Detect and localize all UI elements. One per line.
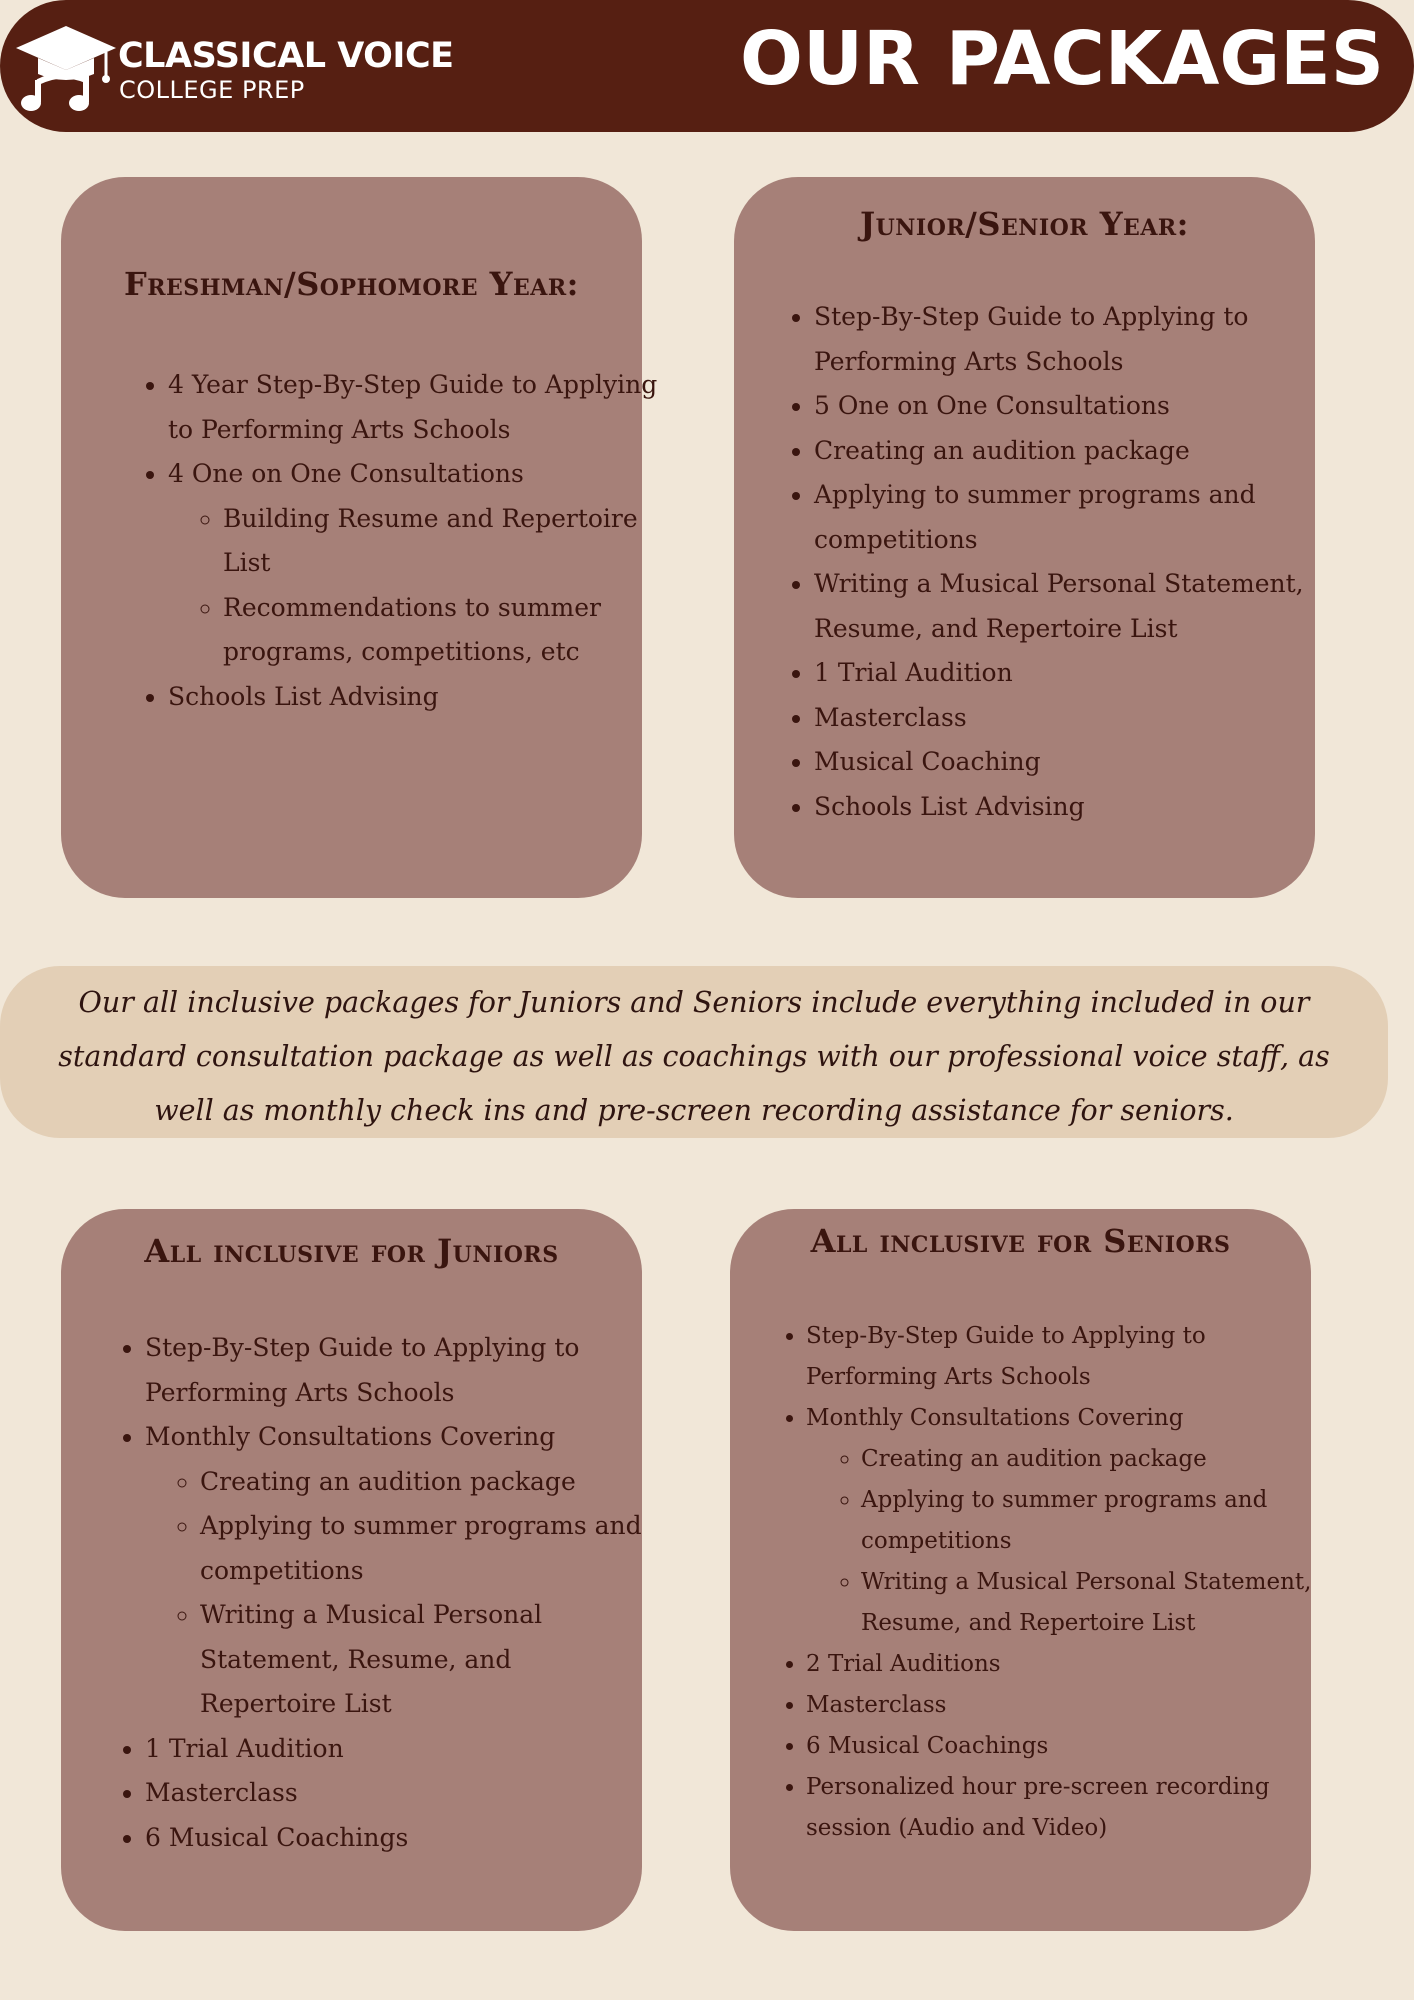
- package-list: [772, 1316, 1316, 1849]
- sub-list-item: ◦ Applying to summer programs and competitions: [200, 1504, 645, 1593]
- list-item: • 2 Trial Auditions: [806, 1644, 1316, 1685]
- list-item-label: Monthly Consultations Covering: [145, 1422, 556, 1451]
- page-title: OUR PACKAGES: [740, 16, 1384, 102]
- list-item: • Schools List Advising: [168, 675, 658, 720]
- list-item: • 1 Trial Audition: [145, 1727, 645, 1772]
- list-item-label: Monthly Consultations Covering: [806, 1405, 1184, 1431]
- list-item: • Creating an audition package: [814, 429, 1319, 474]
- package-title: Junior/Senior Year:: [859, 205, 1189, 243]
- brand-name: CLASSICAL VOICE: [118, 36, 454, 76]
- list-item: • Musical Coaching: [814, 740, 1319, 785]
- sub-list: [806, 1439, 1316, 1644]
- brand-subtitle: COLLEGE PREP: [119, 76, 305, 104]
- sub-list: [145, 1460, 645, 1727]
- list-item-with-subitems: [806, 1398, 1316, 1644]
- package-list: [111, 1326, 645, 1860]
- package-list: [780, 295, 1319, 829]
- package-card-all-inclusive-juniors: [61, 1209, 642, 1931]
- list-item: • Personalized hour pre-screen recording session (Audio and Video): [806, 1767, 1316, 1849]
- package-card-junior-senior: [734, 177, 1315, 898]
- list-item: • Applying to summer programs and competitions: [814, 473, 1319, 562]
- sub-list-item: ◦ Writing a Musical Personal Statement, Resume, and Repertoire List: [200, 1593, 645, 1727]
- page-header: [0, 0, 1414, 132]
- list-item: • Schools List Advising: [814, 785, 1319, 830]
- list-item: • Step-By-Step Guide to Applying to Performing Arts Schools: [806, 1316, 1316, 1398]
- list-item: • Masterclass: [814, 696, 1319, 741]
- package-title: All inclusive for Juniors: [144, 1232, 559, 1270]
- graduation-cap-music-note-icon: [12, 22, 120, 112]
- list-item: • 5 One on One Consultations: [814, 384, 1319, 429]
- list-item-with-subitems: [145, 1415, 645, 1727]
- package-list: [134, 363, 658, 719]
- list-item: • Step-By-Step Guide to Applying to Performing Arts Schools: [145, 1326, 645, 1415]
- list-item-with-subitems: [168, 452, 658, 675]
- sub-list-item: ◦ Applying to summer programs and competitions: [861, 1480, 1316, 1562]
- list-item: • 6 Musical Coachings: [806, 1726, 1316, 1767]
- package-title: All inclusive for Seniors: [810, 1222, 1231, 1260]
- list-item: • Writing a Musical Personal Statement, Resume, and Repertoire List: [814, 562, 1319, 651]
- list-item: • 1 Trial Audition: [814, 651, 1319, 696]
- sub-list-item: ◦ Creating an audition package: [200, 1460, 645, 1505]
- list-item: • 6 Musical Coachings: [145, 1816, 645, 1861]
- sub-list: [168, 497, 658, 675]
- list-item: • Masterclass: [145, 1771, 645, 1816]
- package-card-freshman-sophomore: [61, 177, 658, 898]
- list-item: • Masterclass: [806, 1685, 1316, 1726]
- info-banner: [0, 966, 1388, 1138]
- sub-list-item: ◦ Building Resume and Repertoire List: [223, 497, 658, 586]
- sub-list-item: ◦ Creating an audition package: [861, 1439, 1316, 1480]
- banner-text: Our all inclusive packages for Juniors and Seniors include everything included in our standard consultation package as well as coachings with our professional voice staff, as well as monthly check ins and pre-screen recording assistance for seniors.: [58, 986, 1330, 1127]
- list-item-label: 4 One on One Consultations: [168, 459, 524, 488]
- package-title: Freshman/Sophomore Year:: [124, 265, 579, 303]
- list-item: • Step-By-Step Guide to Applying to Performing Arts Schools: [814, 295, 1319, 384]
- list-item: • 4 Year Step-By-Step Guide to Applying to Performing Arts Schools: [168, 363, 658, 452]
- sub-list-item: ◦ Writing a Musical Personal Statement, Resume, and Repertoire List: [861, 1562, 1316, 1644]
- sub-list-item: ◦ Recommendations to summer programs, competitions, etc: [223, 586, 658, 675]
- package-card-all-inclusive-seniors: [730, 1209, 1311, 1931]
